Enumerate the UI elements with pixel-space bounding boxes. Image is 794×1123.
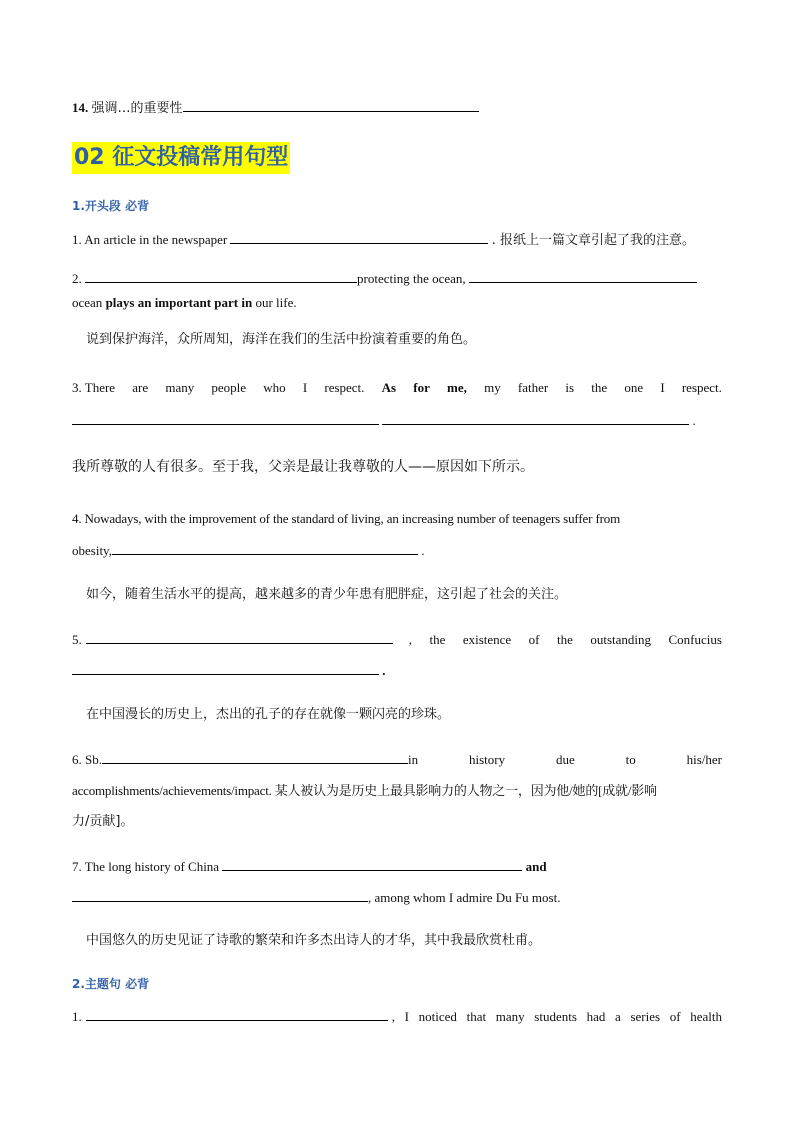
- sentence-5-line-1: [72, 631, 722, 648]
- word: his/her: [686, 752, 722, 767]
- sentence-7-pre: 7. The long history of China: [72, 859, 220, 874]
- sentence-4-line-1: 4. Nowadays, with the improvement of the standard of living, an increasing number of teenagers suffer from: [72, 511, 621, 526]
- word: respect.: [681, 380, 722, 395]
- answer-blank[interactable]: [86, 1008, 388, 1021]
- word: for: [413, 380, 430, 395]
- word: are: [132, 380, 149, 395]
- sentence-4-translation: 如今，随着生活水平的提高，越来越多的青少年患有肥胖症，这引起了社会的关注。: [86, 587, 568, 602]
- word: health: [690, 1009, 722, 1024]
- word: As: [381, 380, 397, 395]
- sentence-3-translation: 我所尊敬的人有很多。至于我，父亲是最让我尊敬的人——原因如下所示。: [72, 459, 534, 475]
- sentence-6-line-1: [72, 751, 722, 768]
- sentence-2-mid: protecting the ocean,: [357, 271, 466, 286]
- sentence-7-post: , among whom I admire Du Fu most.: [368, 890, 561, 905]
- word: I: [302, 380, 308, 395]
- word: of: [528, 632, 540, 647]
- sentence-5-end: .: [382, 663, 386, 678]
- word: due: [555, 752, 575, 767]
- word: people: [211, 380, 247, 395]
- subheading-opening: 1.开头段 必背: [72, 199, 150, 213]
- sentence-2-line-1: [72, 270, 722, 287]
- answer-blank[interactable]: [183, 99, 479, 112]
- sentence-5-words: [409, 632, 722, 648]
- item-number: 14.: [72, 100, 89, 115]
- word: the: [429, 632, 446, 647]
- sentence-6-line-2: accomplishments/achievements/impact. 某人被认为是历史上最具影响力的人物之一，因为他/她的[成就/影响: [72, 783, 657, 798]
- word: series: [630, 1009, 661, 1024]
- word: who: [263, 380, 286, 395]
- word: 3. There: [72, 380, 116, 395]
- answer-blank[interactable]: [72, 662, 379, 675]
- answer-blank[interactable]: [230, 231, 488, 244]
- sentence-1-end: . 报纸上一篇文章引起了我的注意。: [491, 233, 695, 248]
- word: is: [565, 380, 575, 395]
- sentence-6-pre: 6. Sb.: [72, 752, 102, 767]
- sentence-5-num: 5.: [72, 632, 82, 647]
- sentence-2-translation: 说到保护海洋，众所周知，海洋在我们的生活中扮演着重要的角色。: [86, 332, 477, 347]
- word: in: [407, 752, 419, 767]
- word: of: [669, 1009, 681, 1024]
- topic-1-words: [392, 1009, 722, 1025]
- section-heading: 02 征文投稿常用句型: [72, 142, 290, 174]
- answer-blank[interactable]: [85, 270, 357, 283]
- word: many: [495, 1009, 525, 1024]
- sentence-1: [72, 231, 722, 249]
- word: I: [404, 1009, 409, 1024]
- sentence-2-line-2: [72, 295, 722, 311]
- sentence-2-post2: our life.: [255, 295, 297, 310]
- word: to: [625, 752, 636, 767]
- word: a: [615, 1009, 621, 1024]
- subheading-topic: 2.主题句 必背: [72, 977, 150, 991]
- answer-blank[interactable]: [382, 412, 689, 425]
- topic-1-num: 1.: [72, 1009, 82, 1024]
- sentence-4-end: .: [421, 543, 425, 558]
- answer-blank[interactable]: [72, 889, 368, 902]
- word: history: [468, 752, 506, 767]
- sentence-3-end: .: [692, 413, 696, 428]
- word: my: [484, 380, 501, 395]
- word: the: [591, 380, 608, 395]
- word: Confucius: [668, 632, 722, 647]
- answer-blank[interactable]: [72, 412, 379, 425]
- word: ,: [391, 1009, 395, 1024]
- sentence-7-translation: 中国悠久的历史见证了诗歌的繁荣和许多杰出诗人的才华，其中我最欣赏杜甫。: [86, 933, 542, 948]
- word: outstanding: [590, 632, 652, 647]
- sentence-7-line-2: [72, 889, 722, 906]
- sentence-2-num: 2.: [72, 271, 82, 286]
- word: the: [556, 632, 573, 647]
- sentence-6-words: [408, 752, 722, 768]
- sentence-7-bold: and: [525, 859, 547, 874]
- word: ,: [408, 632, 412, 647]
- sentence-4-line-2: [72, 542, 722, 559]
- answer-blank[interactable]: [469, 270, 697, 283]
- sentence-1-text: 1. An article in the newspaper: [72, 232, 228, 247]
- answer-blank[interactable]: [102, 751, 408, 764]
- sentence-3-line-2: [72, 412, 722, 429]
- topic-1-line-1: [72, 1008, 722, 1025]
- word: had: [586, 1009, 606, 1024]
- answer-blank[interactable]: [112, 542, 418, 555]
- sentence-2-pre2: ocean: [72, 295, 103, 310]
- item-14: [72, 99, 722, 117]
- word: students: [534, 1009, 577, 1024]
- word: I: [660, 380, 665, 395]
- word: noticed: [418, 1009, 457, 1024]
- word: father: [517, 380, 549, 395]
- word: many: [165, 380, 195, 395]
- answer-blank[interactable]: [222, 858, 522, 871]
- sentence-2-bold: plays an important part in: [105, 295, 253, 310]
- sentence-5-line-2: [72, 662, 722, 679]
- word: me,: [447, 380, 467, 395]
- word: respect.: [324, 380, 365, 395]
- sentence-3-line-1: [72, 380, 722, 396]
- word: existence: [462, 632, 512, 647]
- answer-blank[interactable]: [86, 631, 393, 644]
- item-text: 强调…的重要性: [91, 101, 183, 116]
- word: one: [624, 380, 644, 395]
- word: that: [466, 1009, 487, 1024]
- sentence-6-line-3: 力/贡献]。: [72, 814, 134, 829]
- sentence-4-pre2: obesity,: [72, 543, 112, 558]
- sentence-5-translation: 在中国漫长的历史上，杰出的孔子的存在就像一颗闪亮的珍珠。: [86, 707, 451, 722]
- sentence-7-line-1: [72, 858, 722, 875]
